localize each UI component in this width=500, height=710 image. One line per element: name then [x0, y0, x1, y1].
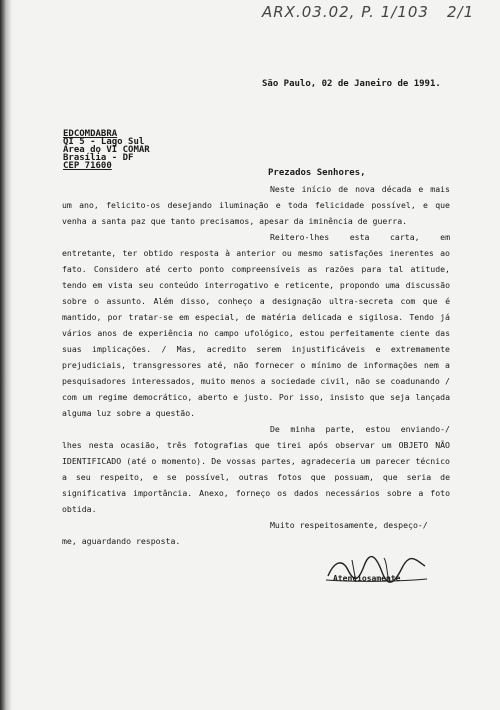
paragraph: Neste início de nova década e mais um ano, felicito-os desejando iluminação e toda felicidade possível, e que venha a santa paz que tanto precisamos, apesar da iminência de guerra. [62, 184, 450, 226]
addressee-line: QI 5 - Lago Sul [63, 137, 145, 147]
addressee-block [63, 130, 150, 170]
addressee-line: Brasília - DF [63, 153, 134, 163]
archive-reference: ARX.03.02, P. 1/103 [262, 3, 429, 21]
scan-edge [0, 0, 12, 710]
salutation: Prezados Senhores, [268, 168, 366, 178]
paragraph: Reitero-lhes esta carta, em entretante, ter obtido resposta à anterior ou mesmo satisfações inerentes ao fato. Considero até certo ponto compreensíveis as razões para tal atitude, tendo em vista seu conteúdo interrogativo e reticente, propondo uma discussão sobre o assunto. Além disso, conheço a designação ultra-secreta com que é mantido, por tratar-se em especial, de matéria delicada e sigilosa. Tendo já vários anos de experiência no campo ufológico, estou perfeitamente ciente das suas implicações. / Mas, acredito serem injustificáveis e extremamente prejudiciais, transgressores até, não fornecer o mínimo de informações nem a pesquisadores interessados, muito menos a sociedade civil, não se coadunando / com um regime democrático, aberto e justo. Por isso, insisto que seja lançada alguma luz sobre a questão. [62, 232, 450, 418]
page-count: 2/1 [447, 3, 475, 21]
addressee-line: CEP 71600 [63, 161, 112, 171]
addressee-line: EDCOMDABRA [63, 129, 118, 139]
closing-line: Muito respeitosamente, despeço-/ [270, 520, 428, 530]
addressee-line: Área do VI COMAR [63, 145, 150, 155]
closing-line: me, aguardando resposta. [62, 536, 181, 546]
valediction: Atenciosamente [333, 574, 401, 583]
paragraph: De minha parte, estou enviando-/ lhes nesta ocasião, três fotografias que tirei após observar um OBJETO NÃO IDENTIFICADO (até o momento). De vossas partes, agradeceria um parecer técnico a seu respeito, e se possível, outras fotos que possuam, que seria de significativa importância. Anexo, forneço os dados necessários sobre a foto obtida. [62, 424, 450, 514]
letter-date: São Paulo, 02 de Janeiro de 1991. [262, 79, 441, 89]
letter-body [62, 181, 450, 549]
